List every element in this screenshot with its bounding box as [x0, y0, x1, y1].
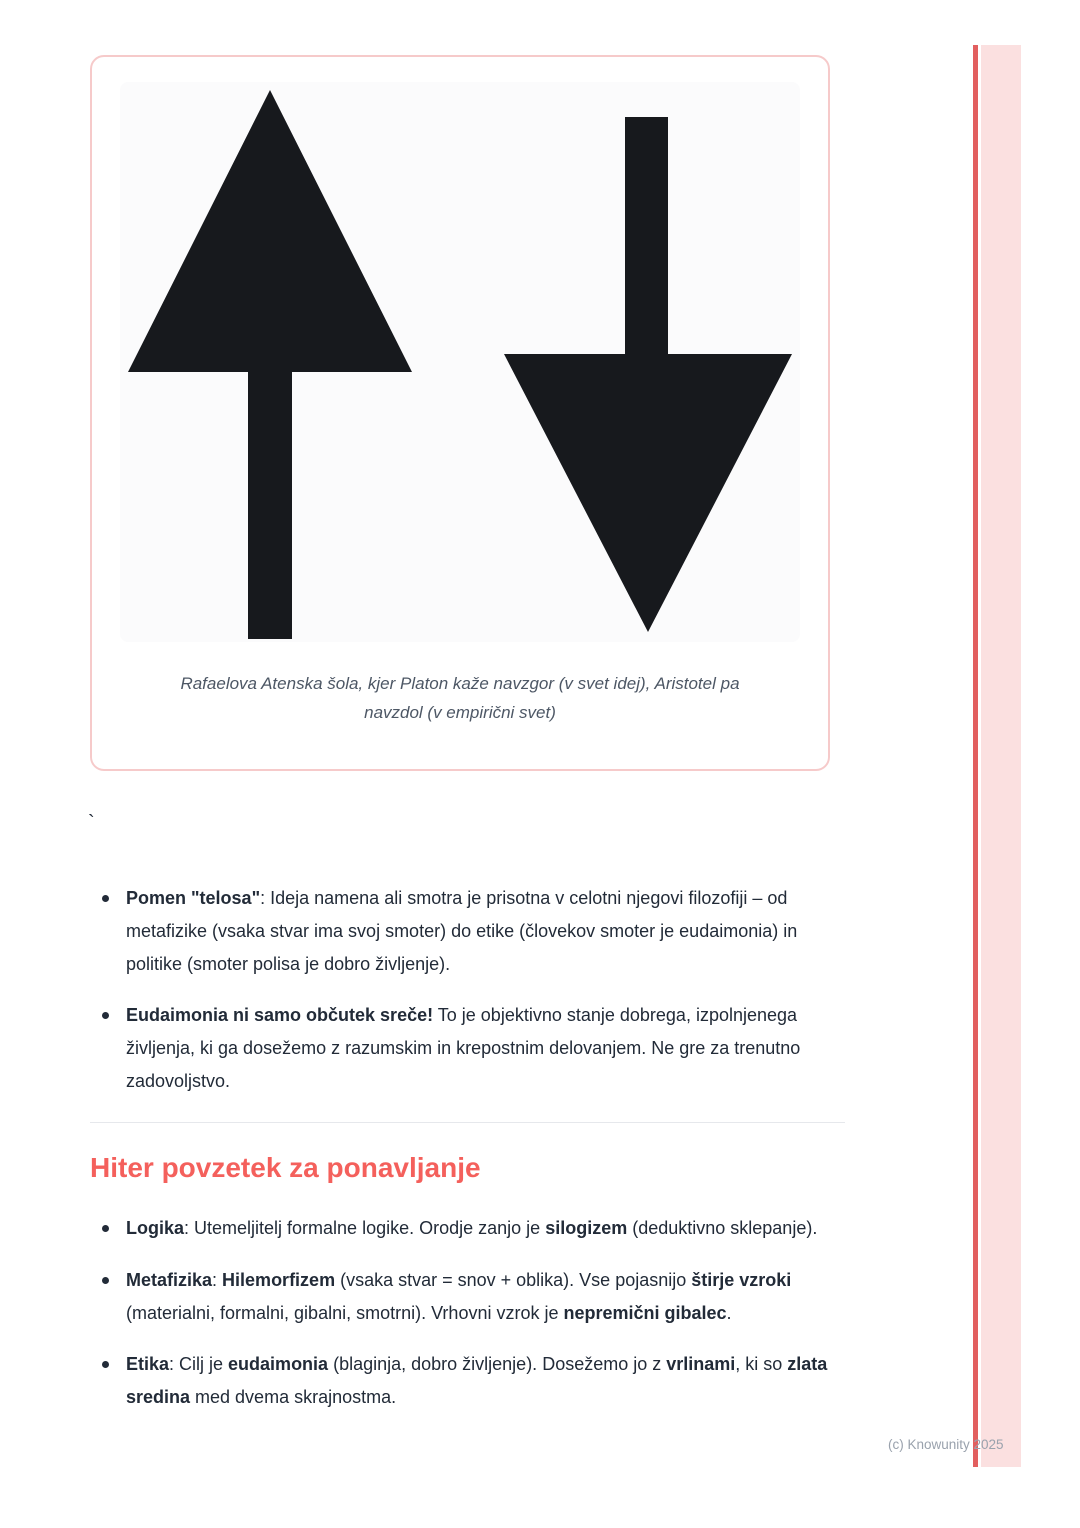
summary-heading: Hiter povzetek za ponavljanje [90, 1152, 481, 1183]
figure-card [90, 55, 830, 771]
text-segment: Logika [126, 1218, 185, 1238]
text-segment: Pomen "telosa" [126, 888, 261, 908]
text-segment: (deduktivno sklepanje). [627, 1218, 818, 1238]
figure-caption-line1: Rafaelova Atenska šola, kjer Platon kaže navzgor (v svet idej), Aristotel pa [180, 674, 740, 693]
list-item [100, 882, 834, 980]
figure-caption-line2: navzdol (v empirični svet) [364, 702, 556, 722]
stray-backtick-char: ` [88, 812, 95, 834]
text-segment: : [212, 1269, 223, 1290]
text-segment: zlata sredina [126, 1354, 828, 1407]
list-item [100, 1348, 834, 1414]
section-divider [90, 1122, 845, 1123]
text-segment: Etika [126, 1354, 170, 1375]
text-segment: med dvema skrajnostma. [190, 1387, 397, 1407]
arrows-graphic [120, 82, 800, 642]
telos-bullet-list [100, 882, 834, 1117]
copyright-text: (c) Knowunity 2025 [888, 1437, 1004, 1452]
list-item [100, 999, 834, 1097]
list-item [100, 1212, 834, 1245]
text-segment: , ki so [735, 1354, 788, 1375]
athens-school-arrows-image [120, 82, 800, 642]
scrollbar-track[interactable] [981, 45, 1021, 1467]
text-segment: : Ideja namena ali smotra je prisotna v celotni njegovi filozofiji – od metafizike (vsaka stvar ima svoj smoter) do etike (človekov smoter je eudaimonia) in politike (smoter polisa je dobro življenje). [126, 888, 798, 974]
list-item [100, 1264, 834, 1330]
up-arrow-icon [128, 90, 412, 639]
summary-bullet-list [100, 1212, 834, 1433]
text-segment: (materialni, formalni, gibalni, smotrni). Vrhovni vzrok je [126, 1302, 564, 1323]
text-segment: nepremični gibalec [563, 1302, 727, 1323]
down-arrow-icon [504, 117, 792, 632]
text-segment: : Cilj je [169, 1354, 229, 1375]
text-segment: . [726, 1302, 732, 1323]
text-segment: Metafizika [126, 1269, 213, 1290]
figure-caption [120, 670, 800, 728]
text-segment: : Utemeljitelj formalne logike. Orodje zanjo je [184, 1218, 546, 1238]
text-segment: To je objektivno stanje dobrega, izpolnjenega življenja, ki ga dosežemo z razumskim in krepostnim delovanjem. Ne gre za trenutno zadovoljstvo. [126, 1005, 801, 1091]
text-segment: (vsaka stvar = snov + oblika). Vse pojasnijo [335, 1269, 692, 1290]
text-segment: Eudaimonia ni samo občutek sreče! [126, 1005, 434, 1026]
text-segment: silogizem [545, 1218, 628, 1238]
text-segment: Hilemorfizem [222, 1269, 336, 1290]
text-segment: vrlinami [666, 1354, 736, 1375]
text-segment: (blaginja, dobro življenje). Dosežemo jo z [328, 1354, 667, 1375]
text-segment: štirje vzroki [691, 1269, 792, 1290]
scrollbar-indicator[interactable] [973, 45, 978, 1467]
text-segment: eudaimonia [228, 1354, 329, 1375]
